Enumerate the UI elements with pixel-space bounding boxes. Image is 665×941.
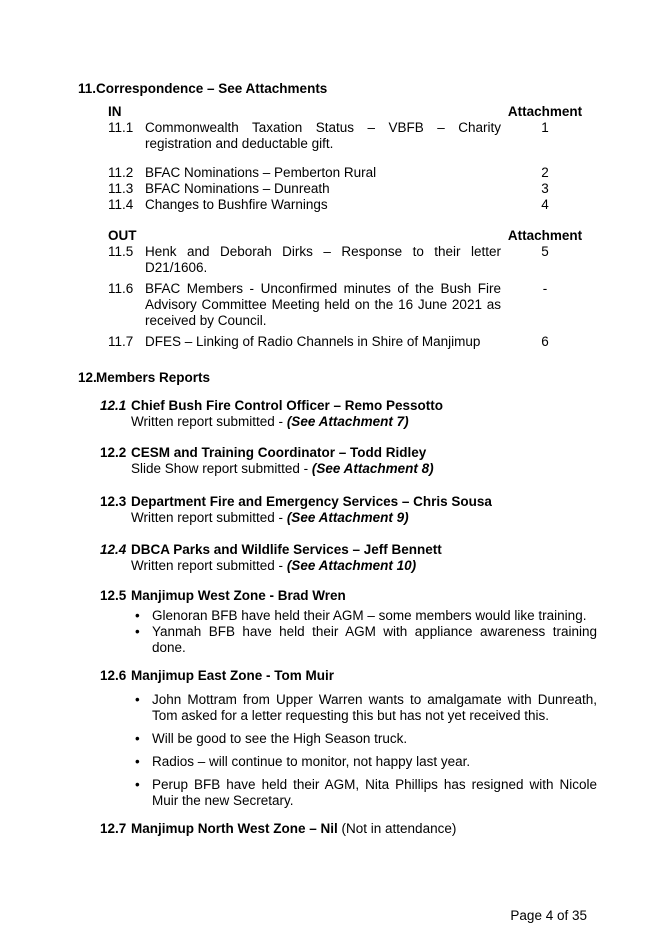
bullet-text: Radios – will continue to monitor, not happy last year. [152, 754, 471, 769]
report-title: Manjimup West Zone - Brad Wren [131, 588, 346, 603]
attachment-number: 1 [541, 120, 549, 135]
page-footer [510, 908, 587, 924]
report-title: Manjimup East Zone - Tom Muir [131, 668, 335, 683]
report-number: 12.6 [100, 668, 127, 683]
report-item-12-6 [100, 668, 665, 809]
report-subtitle [131, 558, 665, 574]
report-number: 12.4 [100, 542, 127, 557]
item-number: 11.3 [108, 181, 134, 196]
bullet-item [135, 692, 665, 724]
correspondence-item-11-3 [108, 181, 665, 197]
report-item-12-4 [100, 542, 665, 574]
bullet-item [135, 754, 665, 770]
bullet-text: Perup BFB have held their AGM, Nita Phillips has resigned with Nicole Muir the new Secretary. [152, 777, 597, 808]
bullet-icon: • [135, 692, 140, 707]
report-subtitle-text: Written report submitted - [131, 558, 287, 573]
section-12-heading [78, 370, 665, 386]
item-text: BFAC Nominations – Dunreath [145, 181, 330, 196]
bullet-icon: • [135, 624, 140, 639]
section-11-title: Correspondence – See Attachments [96, 81, 328, 96]
bullet-icon: • [135, 731, 140, 746]
bullet-icon: • [135, 777, 140, 792]
report-title: CESM and Training Coordinator – Todd Ridley [131, 445, 427, 460]
attachment-number: - [542, 281, 548, 296]
see-attachment-ref: (See Attachment 8) [311, 461, 434, 476]
item-text: Changes to Bushfire Warnings [145, 197, 328, 212]
page-number: Page 4 of 35 [510, 908, 587, 923]
bullet-list [135, 692, 665, 809]
item-text: DFES – Linking of Radio Channels in Shire of Manjimup [145, 334, 481, 349]
bullet-text: John Mottram from Upper Warren wants to amalgamate with Dunreath, Tom asked for a letter requesting this but has not yet received this. [152, 692, 597, 723]
item-number: 11.2 [108, 165, 134, 180]
report-title-line [131, 821, 665, 837]
bullet-icon: • [135, 608, 140, 623]
bullet-item [135, 777, 665, 809]
report-number: 12.3 [100, 494, 127, 509]
section-11-number: 11. [78, 81, 97, 96]
report-title: Manjimup North West Zone – Nil [131, 821, 338, 836]
report-item-12-2 [100, 445, 665, 477]
attachment-number: 3 [541, 181, 549, 196]
item-text: BFAC Nominations – Pemberton Rural [145, 165, 377, 180]
report-title: Chief Bush Fire Control Officer – Remo Pessotto [131, 398, 444, 413]
report-item-12-7 [100, 821, 665, 837]
see-attachment-ref: (See Attachment 9) [286, 510, 409, 525]
in-label: IN [108, 104, 122, 119]
report-number: 12.1 [100, 398, 127, 413]
correspondence-item-11-2 [108, 165, 665, 181]
correspondence-item-11-6 [108, 281, 665, 329]
correspondence-item-11-7 [108, 334, 665, 350]
section-11-heading [78, 81, 665, 97]
report-item-12-5 [100, 588, 665, 656]
attachment-number: 4 [541, 197, 549, 212]
report-subtitle-text: Written report submitted - [131, 414, 287, 429]
correspondence-item-11-5 [108, 244, 665, 276]
correspondence-table [108, 104, 665, 350]
report-title: DBCA Parks and Wildlife Services – Jeff Bennett [131, 542, 442, 557]
report-subtitle [131, 414, 665, 430]
item-text: Commonwealth Taxation Status – VBFB – Charity registration and deductable gift. [145, 120, 501, 151]
attachment-number: 6 [541, 334, 549, 349]
see-attachment-ref: (See Attachment 7) [286, 414, 409, 429]
item-number: 11.5 [108, 244, 134, 259]
report-subtitle [131, 510, 665, 526]
correspondence-in-header [108, 104, 665, 120]
correspondence-item-11-1 [108, 120, 665, 152]
attachment-column-header: Attachment [507, 228, 583, 243]
item-number: 11.6 [108, 281, 134, 296]
correspondence-out-header [108, 228, 665, 244]
report-number: 12.5 [100, 588, 127, 603]
bullet-text: Glenoran BFB have held their AGM – some members would like training. [152, 608, 587, 623]
report-title: Department Fire and Emergency Services – Chris Sousa [131, 494, 492, 509]
bullet-list [135, 608, 665, 656]
attachment-number: 2 [541, 165, 549, 180]
bullet-item [135, 608, 665, 624]
section-12-number: 12. [78, 370, 97, 385]
item-text: Henk and Deborah Dirks – Response to their letter D21/1606. [145, 244, 501, 275]
bullet-item [135, 731, 665, 747]
bullet-icon: • [135, 754, 140, 769]
bullet-text: Yanmah BFB have held their AGM with appliance awareness training done. [152, 624, 597, 655]
out-label: OUT [108, 228, 137, 243]
bullet-text: Will be good to see the High Season truck. [152, 731, 408, 746]
report-subtitle-text: Slide Show report submitted - [131, 461, 312, 476]
report-number: 12.2 [100, 445, 127, 460]
attachment-column-header: Attachment [507, 104, 583, 119]
report-title-suffix: (Not in attendance) [337, 821, 457, 836]
section-12-title: Members Reports [96, 370, 211, 385]
attachment-number: 5 [541, 244, 549, 259]
correspondence-item-11-4 [108, 197, 665, 213]
item-text: BFAC Members - Unconfirmed minutes of the Bush Fire Advisory Committee Meeting held on the 16 June 2021 as received by Council. [145, 281, 501, 328]
bullet-item [135, 624, 665, 656]
report-item-12-1 [100, 398, 665, 430]
report-subtitle [131, 461, 665, 477]
item-number: 11.4 [108, 197, 134, 212]
item-number: 11.1 [108, 120, 134, 135]
report-item-12-3 [100, 494, 665, 526]
report-subtitle-text: Written report submitted - [131, 510, 287, 525]
item-number: 11.7 [108, 334, 134, 349]
report-number: 12.7 [100, 821, 127, 836]
see-attachment-ref: (See Attachment 10) [286, 558, 417, 573]
